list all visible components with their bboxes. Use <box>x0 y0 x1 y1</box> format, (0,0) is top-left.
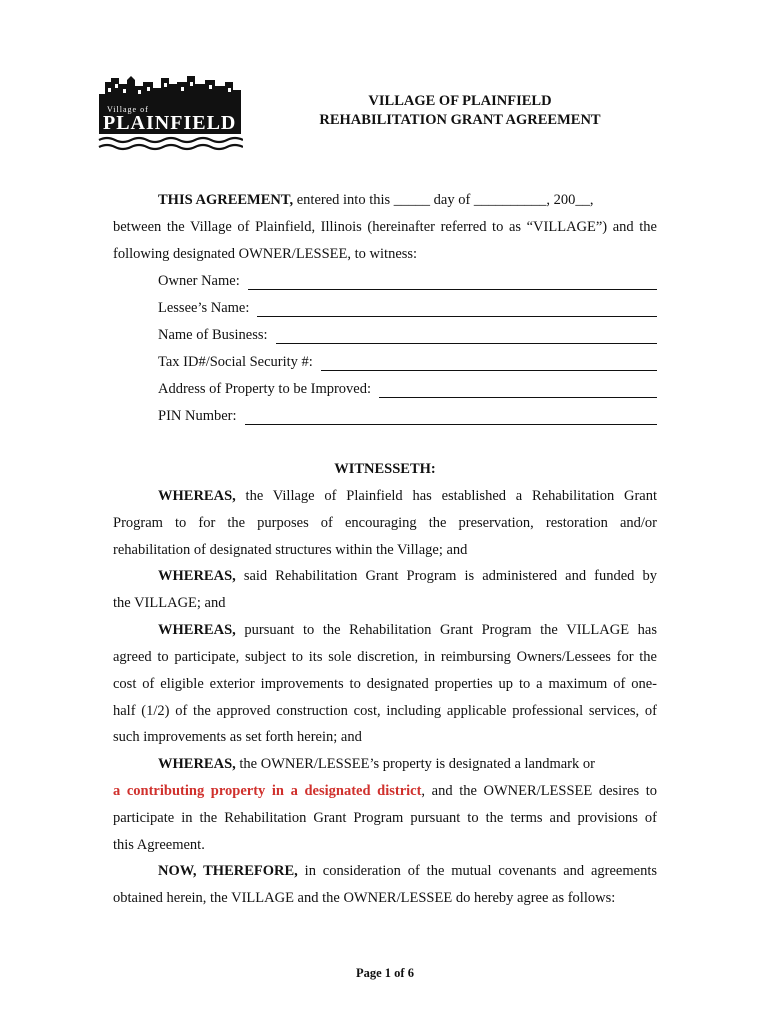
property-address-line[interactable] <box>379 384 657 398</box>
document-title <box>250 92 670 130</box>
logo-top-text: Village of <box>107 105 149 114</box>
business-name-line[interactable] <box>276 330 657 344</box>
tax-id-field[interactable] <box>158 353 657 371</box>
p3-l1: pursuant to the Rehabilitation Grant Program the VILLAGE has <box>235 622 657 638</box>
lessee-name-field[interactable] <box>158 299 657 317</box>
p1-line-1 <box>158 487 657 505</box>
witnesseth-heading: WITNESSETH: <box>334 461 436 477</box>
property-address-label: Address of Property to be Improved: <box>158 381 372 397</box>
lessee-name-line[interactable] <box>257 303 657 317</box>
p3-line-5: such improvements as set forth herein; and <box>113 729 362 745</box>
p2-line-2: the VILLAGE; and <box>113 595 226 611</box>
p4-line-3: participate in the Rehabilitation Grant Program pursuant to the terms and provisions of <box>113 810 657 826</box>
business-name-label: Name of Business: <box>158 327 268 343</box>
p4-line-2 <box>113 782 657 800</box>
p4-l1: the OWNER/LESSEE’s property is designated a landmark or <box>235 756 595 772</box>
village-logo <box>97 74 243 156</box>
p5-now-therefore: NOW, THEREFORE, <box>158 863 298 879</box>
p5-l1: in consideration of the mutual covenants and agreements <box>297 863 657 879</box>
p3-line-3: cost of eligible exterior improvements to designated properties up to a maximum of one- <box>113 676 657 692</box>
p3-whereas: WHEREAS, <box>158 622 236 638</box>
p3-line-2: agreed to participate, subject to its sole discretion, in reimbursing Owners/Lessees for the <box>113 649 657 665</box>
logo-main-text: PLAINFIELD <box>103 112 237 134</box>
p4-line-4: this Agreement. <box>113 837 205 853</box>
owner-name-field[interactable] <box>158 272 657 290</box>
p4-l2-rest: , and the OWNER/LESSEE desires to <box>421 783 658 799</box>
intro-lead: THIS AGREEMENT, <box>158 192 294 208</box>
p3-line-4: half (1/2) of the approved construction cost, including applicable professional services, of <box>113 703 657 719</box>
p2-line-1 <box>158 567 657 585</box>
owner-name-line[interactable] <box>248 276 657 290</box>
intro-lead-rest: entered into this _____ day of __________, 200__, <box>293 192 594 208</box>
p1-whereas: WHEREAS, <box>158 488 236 504</box>
p4-line-1 <box>158 755 595 773</box>
p3-line-1 <box>158 621 657 639</box>
p2-whereas: WHEREAS, <box>158 568 236 584</box>
intro-line-1 <box>158 191 594 209</box>
intro-line-3: following designated OWNER/LESSEE, to witness: <box>113 246 418 262</box>
pin-number-line[interactable] <box>245 411 657 425</box>
p1-l1: the Village of Plainfield has established a Rehabilitation Grant <box>235 488 657 504</box>
p5-line-2: obtained herein, the VILLAGE and the OWNER/LESSEE do hereby agree as follows: <box>113 890 616 906</box>
pin-number-label: PIN Number: <box>158 408 237 424</box>
title-line-2: REHABILITATION GRANT AGREEMENT <box>319 112 601 128</box>
p4-highlight-text: a contributing property in a designated district <box>113 783 422 799</box>
tax-id-line[interactable] <box>321 357 657 371</box>
p2-l1: said Rehabilitation Grant Program is administered and funded by <box>235 568 657 584</box>
title-line-1: VILLAGE OF PLAINFIELD <box>368 93 552 109</box>
p5-line-1 <box>158 862 657 880</box>
p1-line-3: rehabilitation of designated structures within the Village; and <box>113 542 468 558</box>
lessee-name-label: Lessee’s Name: <box>158 300 250 316</box>
page-number: Page 1 of 6 <box>356 966 414 980</box>
p1-line-2: Program to for the purposes of encouraging the preservation, restoration and/or <box>113 515 657 531</box>
p4-whereas: WHEREAS, <box>158 756 236 772</box>
business-name-field[interactable] <box>158 326 657 344</box>
tax-id-label: Tax ID#/Social Security #: <box>158 354 313 370</box>
owner-name-label: Owner Name: <box>158 273 240 289</box>
property-address-field[interactable] <box>158 380 657 398</box>
pin-number-field[interactable] <box>158 407 657 425</box>
intro-line-2: between the Village of Plainfield, Illinois (hereinafter referred to as “VILLAGE”) and the <box>113 219 657 235</box>
